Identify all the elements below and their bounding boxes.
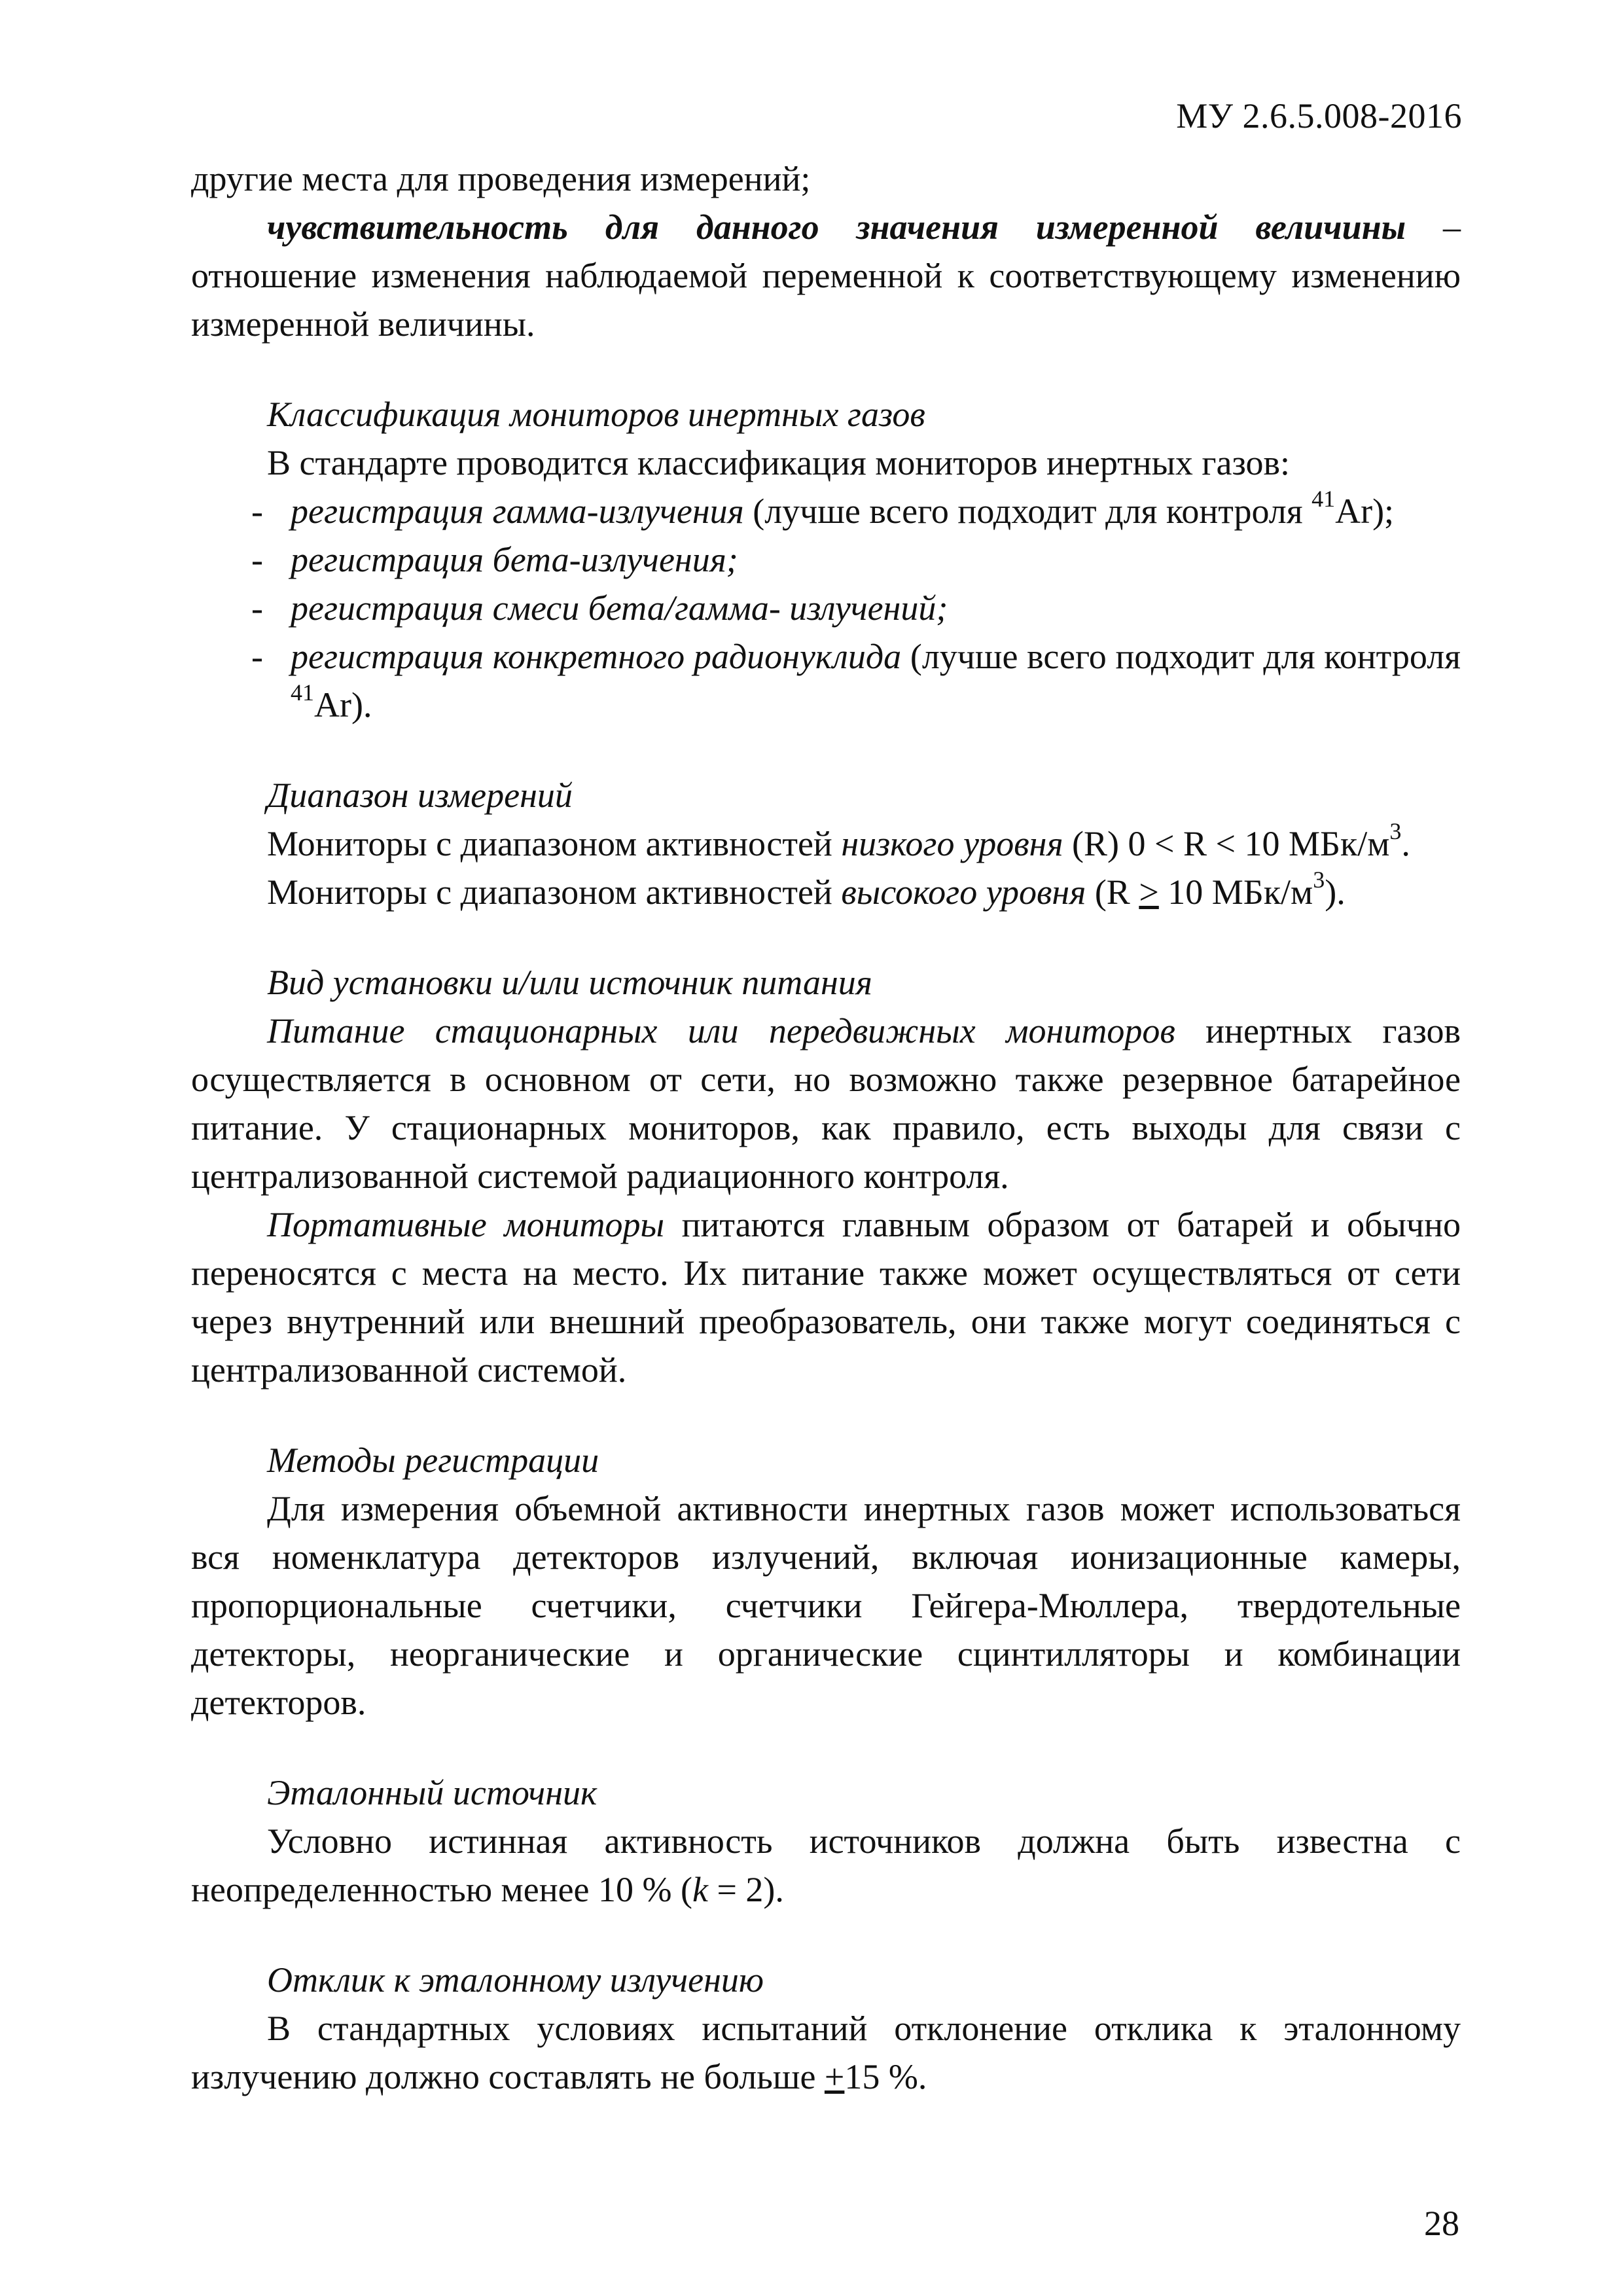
list-item-italic: регистрация бета-излучения; xyxy=(291,540,738,579)
range-high-text: Мониторы с диапазоном активностей xyxy=(267,872,842,912)
defined-term: чувствительность для данного значения измеренной величины xyxy=(267,207,1406,247)
reference-response-paragraph xyxy=(191,2004,1461,2101)
section-heading-installation: Вид установки и/или источник питания xyxy=(267,963,872,1002)
section-heading-reference-source: Эталонный источник xyxy=(267,1773,597,1812)
list-item xyxy=(251,535,1461,584)
section-heading-reference-response: Отклик к эталонному излучению xyxy=(267,1960,764,2000)
document-code: МУ 2.6.5.008-2016 xyxy=(1176,96,1462,135)
section-heading-classification: Классификация мониторов инертных газов xyxy=(267,395,925,434)
page-number: 28 xyxy=(1424,2204,1459,2243)
list-dash: - xyxy=(251,637,263,676)
list-dash: - xyxy=(251,588,263,628)
plus-minus-sign: + xyxy=(824,2057,845,2096)
range-high-end: ). xyxy=(1325,872,1346,912)
range-high-level: высокого уровня xyxy=(841,872,1086,912)
unit-exponent: 3 xyxy=(1313,866,1325,893)
range-low-text: Мониторы с диапазоном активностей xyxy=(267,824,842,863)
section-heading-range: Диапазон измерений xyxy=(267,776,573,815)
range-low-paragraph xyxy=(191,819,1461,868)
installation-text-1: инертных газов осуществляется в основном от сети, но возможно также резервное батарейное питание. У стационарных мониторов, как правило, есть выходы для связи с централизованной системой радиационного контроля. xyxy=(191,1011,1461,1196)
range-high-value: 10 МБк/м xyxy=(1158,872,1313,912)
classification-list xyxy=(191,487,1461,729)
list-item xyxy=(251,485,1461,535)
installation-text-2: питаются главным образом от батарей и обычно переносятся с места на место. Их питание также может осуществляться от сети через внутренний или внешний преобразователь, они также могут соединяться с централизованной системой. xyxy=(191,1205,1461,1390)
isotope-mass-number: 41 xyxy=(1311,485,1336,512)
section-heading-methods: Методы регистрации xyxy=(267,1441,599,1480)
range-low-level: низкого уровня xyxy=(841,824,1063,863)
installation-term-1: Питание стационарных или передвижных мониторов xyxy=(267,1011,1175,1050)
definition-text: – отношение изменения наблюдаемой переменной к соответствующему изменению измеренной величины. xyxy=(191,207,1461,344)
reference-response-end: 15 %. xyxy=(844,2057,927,2096)
installation-paragraph-1 xyxy=(191,1007,1461,1200)
installation-paragraph-2 xyxy=(191,1200,1461,1394)
list-item-italic: регистрация конкретного радионуклида xyxy=(291,637,902,676)
greater-or-equal-sign: > xyxy=(1139,872,1159,912)
reference-source-text: Условно истинная активность источников должна быть известна с неопределенностью менее 10 % ( xyxy=(191,1821,1461,1909)
reference-response-text: В стандартных условиях испытаний отклонение отклика к эталонному излучению должно составлять не больше xyxy=(191,2009,1461,2096)
list-item-italic: регистрация смеси бета/гамма- излучений; xyxy=(291,588,948,628)
range-high-paragraph xyxy=(191,868,1461,916)
definition-continuation: другие места для проведения измерений; xyxy=(191,159,811,198)
classification-intro: В стандарте проводится классификация мониторов инертных газов: xyxy=(267,443,1291,482)
range-high-open: (R xyxy=(1086,872,1139,912)
list-item-tail: Ar); xyxy=(1335,492,1395,531)
reference-source-end: = 2). xyxy=(707,1870,784,1909)
isotope-mass-number: 41 xyxy=(291,679,314,706)
list-item-rest: (лучше всего подходит для контроля xyxy=(743,492,1312,531)
body-text xyxy=(191,154,1461,2101)
definition-paragraph xyxy=(191,203,1461,348)
list-item xyxy=(251,584,1461,632)
unit-exponent: 3 xyxy=(1389,817,1402,844)
installation-term-2: Портативные мониторы xyxy=(267,1205,665,1244)
list-dash: - xyxy=(251,492,263,531)
list-item xyxy=(251,632,1461,729)
list-item-rest: (лучше всего подходит для контроля xyxy=(901,637,1461,676)
methods-paragraph: Для измерения объемной активности инертных газов может использоваться вся номенклатура детекторов излучений, включая ионизационные камеры, пропорциональные счетчики, счетчики Гейгера-Мюллера, твердотельные детекторы, неорганические и органические сцинтилляторы и комбинации детекторов. xyxy=(191,1489,1461,1722)
reference-source-paragraph xyxy=(191,1817,1461,1914)
range-low-end: . xyxy=(1401,824,1410,863)
list-dash: - xyxy=(251,540,263,579)
coverage-factor: k xyxy=(692,1870,708,1909)
range-low-condition: (R) 0 < R < 10 МБк/м xyxy=(1063,824,1390,863)
list-item-tail: Ar). xyxy=(314,685,372,725)
list-item-italic: регистрация гамма-излучения xyxy=(291,492,744,531)
